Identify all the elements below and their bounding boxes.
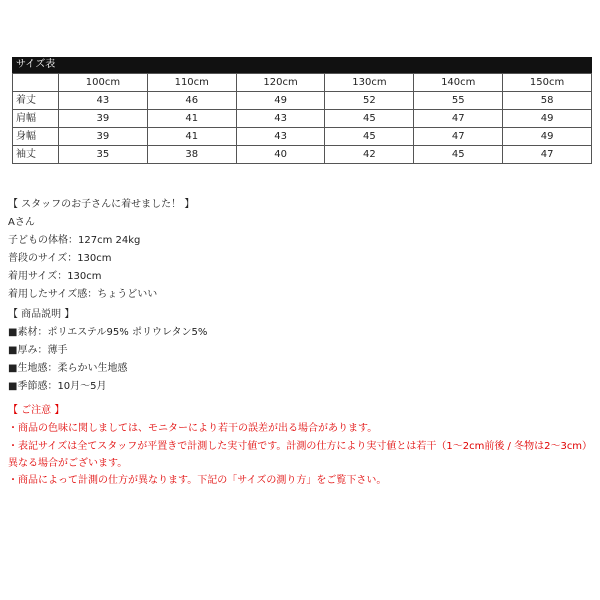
table-cell: 58 (503, 92, 592, 110)
material: ■素材：ポリエステル95% ポリウレタン5% (8, 327, 208, 338)
size-table-header-row (13, 74, 592, 92)
season: ■季節感：10月～5月 (8, 381, 107, 392)
table-cell: 45 (325, 110, 414, 128)
thickness: ■厚み：薄手 (8, 345, 68, 356)
table-cell: 38 (147, 146, 236, 164)
row-label-chest: 身幅 (13, 128, 59, 146)
table-cell: 52 (325, 92, 414, 110)
size-table-corner-cell (13, 74, 59, 92)
size-column-header: 130cm (325, 74, 414, 92)
size-column-header: 150cm (503, 74, 592, 92)
table-row (13, 146, 592, 164)
table-row (13, 128, 592, 146)
table-cell: 43 (236, 128, 325, 146)
table-cell: 55 (414, 92, 503, 110)
note-item: ・商品の色味に関しましては、モニターにより若干の誤差が出る場合があります。 (8, 423, 378, 434)
worn-size: 着用サイズ：130cm (8, 271, 102, 282)
row-label-sleeve: 袖丈 (13, 146, 59, 164)
table-cell: 39 (59, 128, 148, 146)
size-column-header: 120cm (236, 74, 325, 92)
table-row (13, 92, 592, 110)
child-body-size: 子どもの体格：127cm 24kg (8, 235, 141, 246)
table-cell: 46 (147, 92, 236, 110)
size-table-title: サイズ表 (12, 57, 592, 73)
table-cell: 41 (147, 128, 236, 146)
table-cell: 43 (59, 92, 148, 110)
staff-name: Aさん (8, 217, 35, 228)
table-cell: 47 (414, 128, 503, 146)
table-cell: 49 (503, 110, 592, 128)
size-column-header: 110cm (147, 74, 236, 92)
table-cell: 40 (236, 146, 325, 164)
product-description-section (8, 306, 594, 396)
size-fit: 着用したサイズ感：ちょうどいい (8, 289, 158, 300)
row-label-shoulder: 肩幅 (13, 110, 59, 128)
size-column-header: 100cm (59, 74, 148, 92)
note-item: ・表記サイズは全てスタッフが平置きで計測した実寸値です。計測の仕方により実寸値とは若干（1～2cm前後 / 冬物は2～3cm）異なる場合がございます。 (8, 441, 593, 469)
table-cell: 35 (59, 146, 148, 164)
table-row (13, 110, 592, 128)
size-table (12, 73, 592, 164)
note-item: ・商品によって計測の仕方が異なります。下記の「サイズの測り方」をご覧下さい。 (8, 475, 387, 486)
table-cell: 47 (503, 146, 592, 164)
table-cell: 39 (59, 110, 148, 128)
row-label-length: 着丈 (13, 92, 59, 110)
size-column-header: 140cm (414, 74, 503, 92)
table-cell: 45 (325, 128, 414, 146)
table-cell: 47 (414, 110, 503, 128)
size-table-section (12, 57, 592, 164)
table-cell: 43 (236, 110, 325, 128)
staff-review-heading: 【 スタッフのお子さんに着せました！ 】 (8, 199, 195, 210)
product-description-heading: 【 商品説明 】 (8, 309, 75, 320)
table-cell: 49 (236, 92, 325, 110)
usual-size: 普段のサイズ：130cm (8, 253, 112, 264)
table-cell: 49 (503, 128, 592, 146)
table-cell: 45 (414, 146, 503, 164)
table-cell: 41 (147, 110, 236, 128)
notes-heading: 【 ご注意 】 (8, 405, 65, 416)
texture: ■生地感：柔らかい生地感 (8, 363, 128, 374)
notes-section (8, 402, 594, 490)
table-cell: 42 (325, 146, 414, 164)
staff-review-section (8, 196, 594, 304)
